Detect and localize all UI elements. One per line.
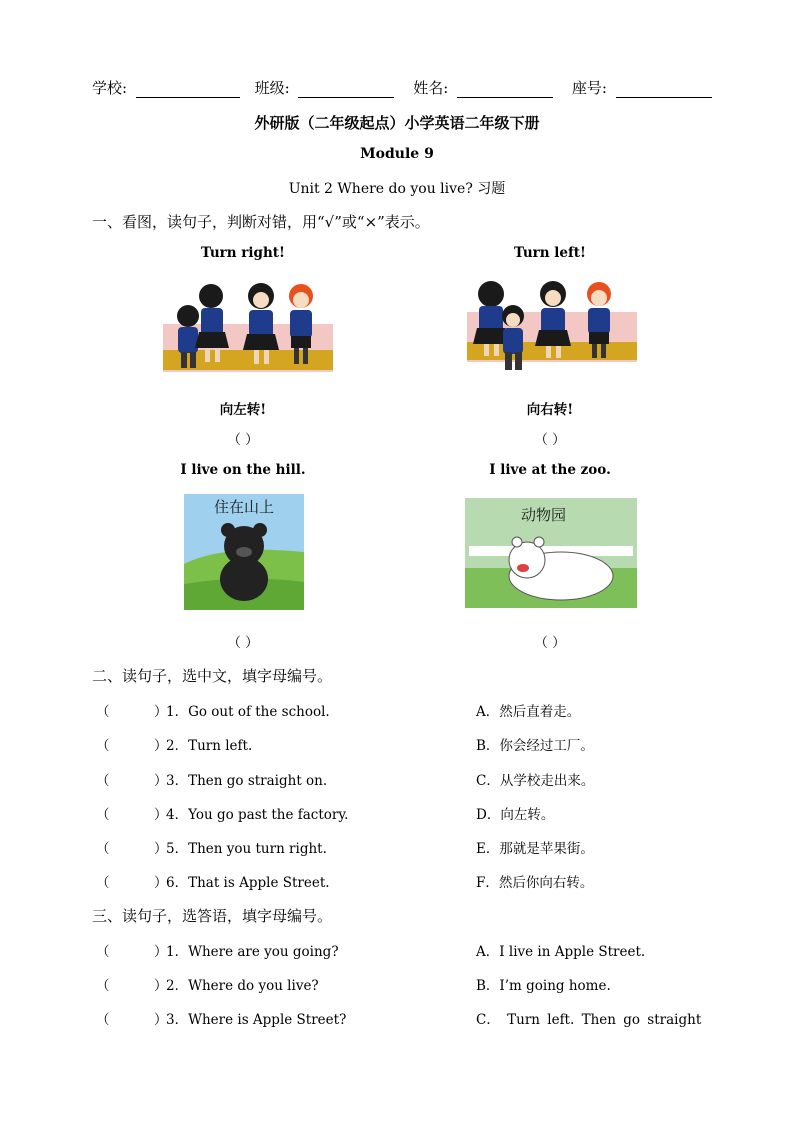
- answer-paren-close: ）: [154, 978, 168, 994]
- class-field[interactable]: [298, 81, 394, 98]
- answer-paren-open[interactable]: （: [96, 1012, 110, 1028]
- answer-blank-3[interactable]: （ ）: [227, 635, 259, 651]
- s3-option-a: A．I live in Apple Street.: [476, 944, 646, 960]
- answer-paren-open[interactable]: （: [96, 841, 110, 857]
- s3-option-c: C． Turn left. Then go straight: [476, 1012, 702, 1028]
- answer-paren-open[interactable]: （: [96, 738, 110, 754]
- answer-paren-close: ）: [154, 773, 168, 789]
- answer-paren-open[interactable]: （: [96, 978, 110, 994]
- picture-kids-turn-left: [467, 272, 637, 382]
- question-text: 1．Where are you going?: [166, 944, 339, 960]
- school-label: 学校:: [92, 79, 128, 97]
- sentence-turn-right-cn: 向右转!: [526, 402, 574, 418]
- document-title: 外研版（二年级起点）小学英语二年级下册: [254, 114, 540, 132]
- caption-turn-right: Turn right!: [201, 245, 285, 261]
- seat-field[interactable]: [616, 81, 712, 98]
- question-text: 4．You go past the factory.: [166, 807, 349, 823]
- question-text: 2．Where do you live?: [166, 978, 319, 994]
- answer-paren-close: ）: [154, 875, 168, 891]
- seat-label: 座号:: [571, 79, 607, 97]
- caption-turn-left: Turn left!: [514, 245, 586, 261]
- s2-option-f: F．然后你向右转。: [476, 875, 594, 891]
- answer-paren-open[interactable]: （: [96, 704, 110, 720]
- answer-paren-close: ）: [154, 944, 168, 960]
- answer-paren-close: ）: [154, 807, 168, 823]
- answer-paren-open[interactable]: （: [96, 944, 110, 960]
- name-label: 姓名:: [413, 79, 449, 97]
- picture-text-hill: 住在山上: [214, 498, 275, 516]
- question-text: 3．Where is Apple Street?: [166, 1012, 347, 1028]
- student-info-header: [92, 77, 712, 98]
- question-text: 1．Go out of the school.: [166, 704, 330, 720]
- s2-option-d: D．向左转。: [476, 807, 555, 823]
- answer-paren-close: ）: [154, 738, 168, 754]
- answer-paren-close: ）: [154, 704, 168, 720]
- question-text: 5．Then you turn right.: [166, 841, 327, 857]
- question-text: 2．Turn left.: [166, 738, 253, 754]
- answer-blank-2[interactable]: （ ）: [534, 432, 566, 448]
- answer-blank-4[interactable]: （ ）: [534, 635, 566, 651]
- school-field[interactable]: [136, 81, 240, 98]
- s2-option-c: C．从学校走出来。: [476, 773, 595, 789]
- question-text: 6．That is Apple Street.: [166, 875, 330, 891]
- question-text: 3．Then go straight on.: [166, 773, 328, 789]
- s2-option-b: B．你会经过工厂。: [476, 738, 594, 754]
- picture-text-zoo: 动物园: [521, 506, 567, 524]
- name-field[interactable]: [457, 81, 553, 98]
- s2-option-e: E．那就是苹果街。: [476, 841, 594, 857]
- answer-paren-close: ）: [154, 841, 168, 857]
- module-title: Module 9: [360, 146, 434, 162]
- answer-paren-close: ）: [154, 1012, 168, 1028]
- section1-heading: 一、看图，读句子，判断对错，用“√”或“×”表示。: [92, 213, 430, 231]
- unit-title: Unit 2 Where do you live? 习题: [288, 181, 506, 197]
- picture-bear-on-hill: [184, 494, 304, 610]
- caption-live-on-hill: I live on the hill.: [180, 462, 306, 478]
- class-label: 班级:: [254, 79, 290, 97]
- answer-paren-open[interactable]: （: [96, 875, 110, 891]
- answer-paren-open[interactable]: （: [96, 773, 110, 789]
- answer-blank-1[interactable]: （ ）: [227, 432, 259, 448]
- sentence-turn-left-cn: 向左转!: [219, 402, 267, 418]
- section2-heading: 二、读句子，选中文，填字母编号。: [92, 667, 333, 685]
- answer-paren-open[interactable]: （: [96, 807, 110, 823]
- caption-live-at-zoo: I live at the zoo.: [489, 462, 611, 478]
- s2-option-a: A．然后直着走。: [476, 704, 581, 720]
- picture-polar-bear-zoo: [465, 498, 637, 608]
- s3-option-b: B．I’m going home.: [476, 978, 611, 994]
- section3-heading: 三、读句子，选答语，填字母编号。: [92, 907, 333, 925]
- picture-kids-turn-right: [163, 272, 333, 382]
